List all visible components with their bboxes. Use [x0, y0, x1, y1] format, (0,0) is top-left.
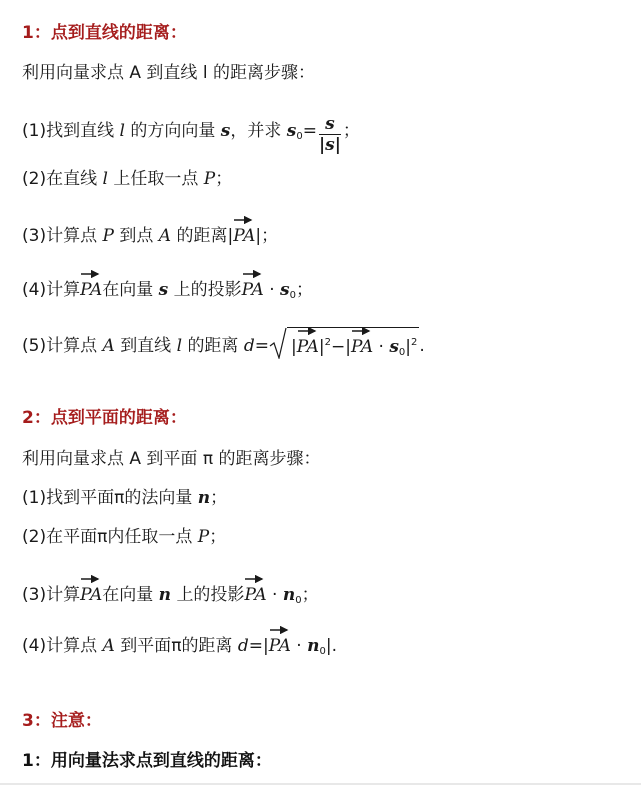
- step-prefix: (1): [22, 121, 47, 141]
- section1-step4: (4)计算 PA在向量 s 上的投影 PA · $s_0$；: [22, 275, 313, 307]
- section1-step3: (3)计算点 P 到点 A 的距离| PA|；: [22, 221, 278, 247]
- section1-heading: 1：点到直线的距离：: [22, 23, 187, 43]
- section2-heading: 2：点到平面的距离：: [22, 408, 187, 428]
- section1-step1: (1)找到直线 l 的方向向量 s，并求 $s_0=$ $\frac{s}{|s|}$ ；: [22, 114, 360, 155]
- vector-pa: PA: [268, 636, 291, 656]
- section2-step4: (4)计算点 A 到平面π的距离 d=| PA · $n_0|$.: [22, 631, 337, 663]
- vector-pa: PA: [80, 585, 103, 605]
- section2-intro: 利用向量求点 A 到平面 π 的距离步骤：: [22, 449, 321, 469]
- section3-line1: 1：用向量法求点到直线的距离：: [22, 751, 272, 771]
- vector-pa: PA: [233, 226, 256, 246]
- section2-step1: (1)找到平面π的法向量 n；: [22, 488, 228, 508]
- fraction: $\frac{s}{|s|}$: [318, 114, 341, 155]
- section1-step5: (5)计算点 A 到直线 l 的距离 d= | $PA|^2-|$ PA · $s_0|^2$ .: [22, 327, 425, 364]
- section3-heading: 3：注意：: [22, 711, 102, 731]
- square-root: | $PA|^2-|$ PA · $s_0|^2$: [269, 327, 419, 364]
- section1-step2: (2)在直线 l 上任取一点 P；: [22, 169, 233, 189]
- section2-step2: (2)在平面π内任取一点 P；: [22, 527, 227, 547]
- section1-intro: 利用向量求点 A 到直线 l 的距离步骤：: [22, 63, 315, 83]
- vector-pa: PA: [244, 585, 267, 605]
- section2-step3: (3)计算 PA在向量 n 上的投影 PA · $n_0$；: [22, 580, 319, 612]
- vector-pa: PA: [241, 280, 264, 300]
- vector-pa: PA: [80, 280, 103, 300]
